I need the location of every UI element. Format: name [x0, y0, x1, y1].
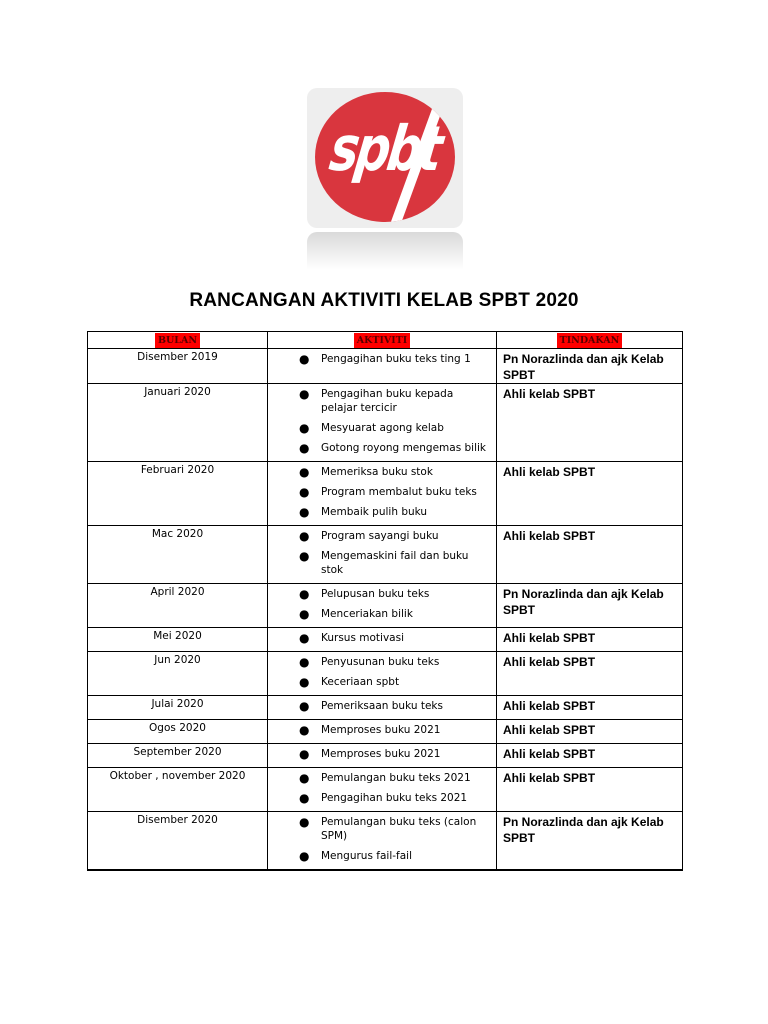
list-item	[268, 529, 496, 543]
cell-tindakan: Ahli kelab SPBT	[497, 696, 683, 720]
table-row	[88, 696, 683, 720]
activity-list	[268, 812, 496, 863]
bullet-icon: ●	[299, 723, 310, 737]
bullet-icon: ●	[299, 387, 310, 401]
list-item	[268, 505, 496, 519]
activity-text: Pengagihan buku teks 2021	[321, 792, 468, 804]
bullet-icon: ●	[299, 421, 310, 435]
list-item	[268, 791, 496, 805]
activity-list	[268, 384, 496, 455]
activity-text: Program membalut buku teks	[321, 486, 477, 498]
bullet-icon: ●	[299, 607, 310, 621]
bullet-icon: ●	[299, 849, 310, 863]
bullet-icon: ●	[299, 675, 310, 689]
activity-list	[268, 462, 496, 519]
cell-tindakan: Pn Norazlinda dan ajk Kelab SPBT	[497, 812, 683, 871]
activity-text: Program sayangi buku	[321, 530, 439, 542]
bullet-icon: ●	[299, 771, 310, 785]
cell-bulan: Julai 2020	[88, 696, 268, 720]
spbt-logo	[307, 88, 463, 270]
bullet-icon: ●	[299, 587, 310, 601]
list-item	[268, 441, 496, 455]
list-item	[268, 815, 496, 843]
list-item	[268, 587, 496, 601]
bullet-icon: ●	[299, 699, 310, 713]
cell-tindakan: Ahli kelab SPBT	[497, 384, 683, 462]
activity-text: Pemulangan buku teks (calon SPM)	[321, 816, 477, 842]
table-row	[88, 526, 683, 584]
cell-aktiviti	[268, 744, 497, 768]
table-row	[88, 462, 683, 526]
activity-text: Kursus motivasi	[321, 632, 404, 644]
activity-text: Mengurus fail-fail	[321, 850, 412, 862]
list-item	[268, 421, 496, 435]
table-row	[88, 384, 683, 462]
cell-aktiviti	[268, 812, 497, 871]
cell-aktiviti	[268, 768, 497, 812]
bullet-icon: ●	[299, 549, 310, 563]
activity-text: Pelupusan buku teks	[321, 588, 430, 600]
table-header-row	[88, 332, 683, 349]
cell-aktiviti	[268, 720, 497, 744]
cell-aktiviti	[268, 652, 497, 696]
header-bulan: BULAN	[88, 332, 268, 349]
activity-text: Menceriakan bilik	[321, 608, 413, 620]
table-row	[88, 628, 683, 652]
bullet-icon: ●	[299, 655, 310, 669]
activity-text: Pengagihan buku kepada pelajar tercicir	[321, 388, 454, 414]
table-row	[88, 744, 683, 768]
list-item	[268, 465, 496, 479]
activity-list	[268, 349, 496, 366]
cell-tindakan: Ahli kelab SPBT	[497, 652, 683, 696]
table-row	[88, 720, 683, 744]
header-aktiviti: AKTIVITI	[268, 332, 497, 349]
activity-list	[268, 744, 496, 761]
activity-text: Pemulangan buku teks 2021	[321, 772, 471, 784]
list-item	[268, 549, 496, 577]
bullet-icon: ●	[299, 815, 310, 829]
cell-bulan: Disember 2020	[88, 812, 268, 871]
cell-bulan: Oktober , november 2020	[88, 768, 268, 812]
cell-tindakan: Pn Norazlinda dan ajk Kelab SPBT	[497, 349, 683, 384]
cell-bulan: Disember 2019	[88, 349, 268, 384]
cell-aktiviti	[268, 584, 497, 628]
activity-text: Pengagihan buku teks ting 1	[321, 353, 471, 365]
activity-table	[87, 331, 683, 871]
cell-tindakan: Ahli kelab SPBT	[497, 768, 683, 812]
list-item	[268, 723, 496, 737]
bullet-icon: ●	[299, 791, 310, 805]
list-item	[268, 655, 496, 669]
bullet-icon: ●	[299, 747, 310, 761]
list-item	[268, 699, 496, 713]
bullet-icon: ●	[299, 465, 310, 479]
activity-text: Pemeriksaan buku teks	[321, 700, 443, 712]
activity-text: Mesyuarat agong kelab	[321, 422, 444, 434]
cell-bulan: Februari 2020	[88, 462, 268, 526]
logo-reflection	[307, 232, 463, 270]
activity-text: Memproses buku 2021	[321, 724, 441, 736]
bullet-icon: ●	[299, 505, 310, 519]
logo-text: spbt	[325, 112, 445, 185]
activity-text: Memeriksa buku stok	[321, 466, 433, 478]
cell-bulan: Januari 2020	[88, 384, 268, 462]
cell-tindakan: Ahli kelab SPBT	[497, 744, 683, 768]
cell-aktiviti	[268, 349, 497, 384]
activity-text: Penyusunan buku teks	[321, 656, 440, 668]
list-item	[268, 485, 496, 499]
cell-tindakan: Pn Norazlinda dan ajk Kelab SPBT	[497, 584, 683, 628]
page-title: RANCANGAN AKTIVITI KELAB SPBT 2020	[189, 290, 579, 311]
list-item	[268, 352, 496, 366]
cell-bulan: September 2020	[88, 744, 268, 768]
list-item	[268, 387, 496, 415]
table-row	[88, 812, 683, 871]
table-row	[88, 584, 683, 628]
bullet-icon: ●	[299, 631, 310, 645]
cell-tindakan: Ahli kelab SPBT	[497, 462, 683, 526]
activity-list	[268, 720, 496, 737]
activity-text: Memproses buku 2021	[321, 748, 441, 760]
cell-bulan: Mei 2020	[88, 628, 268, 652]
cell-bulan: Ogos 2020	[88, 720, 268, 744]
cell-bulan: Jun 2020	[88, 652, 268, 696]
cell-aktiviti	[268, 628, 497, 652]
cell-aktiviti	[268, 696, 497, 720]
cell-tindakan: Ahli kelab SPBT	[497, 628, 683, 652]
bullet-icon: ●	[299, 352, 310, 366]
list-item	[268, 849, 496, 863]
activity-text: Mengemaskini fail dan buku stok	[321, 550, 469, 576]
cell-tindakan: Ahli kelab SPBT	[497, 720, 683, 744]
cell-tindakan: Ahli kelab SPBT	[497, 526, 683, 584]
list-item	[268, 771, 496, 785]
list-item	[268, 631, 496, 645]
cell-aktiviti	[268, 384, 497, 462]
cell-bulan: April 2020	[88, 584, 268, 628]
list-item	[268, 675, 496, 689]
activity-list	[268, 696, 496, 713]
table-row	[88, 768, 683, 812]
activity-list	[268, 652, 496, 689]
table-row	[88, 349, 683, 384]
activity-list	[268, 768, 496, 805]
logo-circle	[315, 92, 455, 222]
activity-text: Membaik pulih buku	[321, 506, 428, 518]
table-row	[88, 652, 683, 696]
cell-bulan: Mac 2020	[88, 526, 268, 584]
activity-text: Gotong royong mengemas bilik	[321, 442, 487, 454]
bullet-icon: ●	[299, 485, 310, 499]
cell-aktiviti	[268, 526, 497, 584]
logo-tile	[307, 88, 463, 228]
bullet-icon: ●	[299, 529, 310, 543]
activity-list	[268, 584, 496, 621]
bullet-icon: ●	[299, 441, 310, 455]
header-tindakan: TINDAKAN	[497, 332, 683, 349]
activity-list	[268, 526, 496, 577]
activity-list	[268, 628, 496, 645]
list-item	[268, 747, 496, 761]
cell-aktiviti	[268, 462, 497, 526]
list-item	[268, 607, 496, 621]
activity-text: Keceriaan spbt	[321, 676, 400, 688]
